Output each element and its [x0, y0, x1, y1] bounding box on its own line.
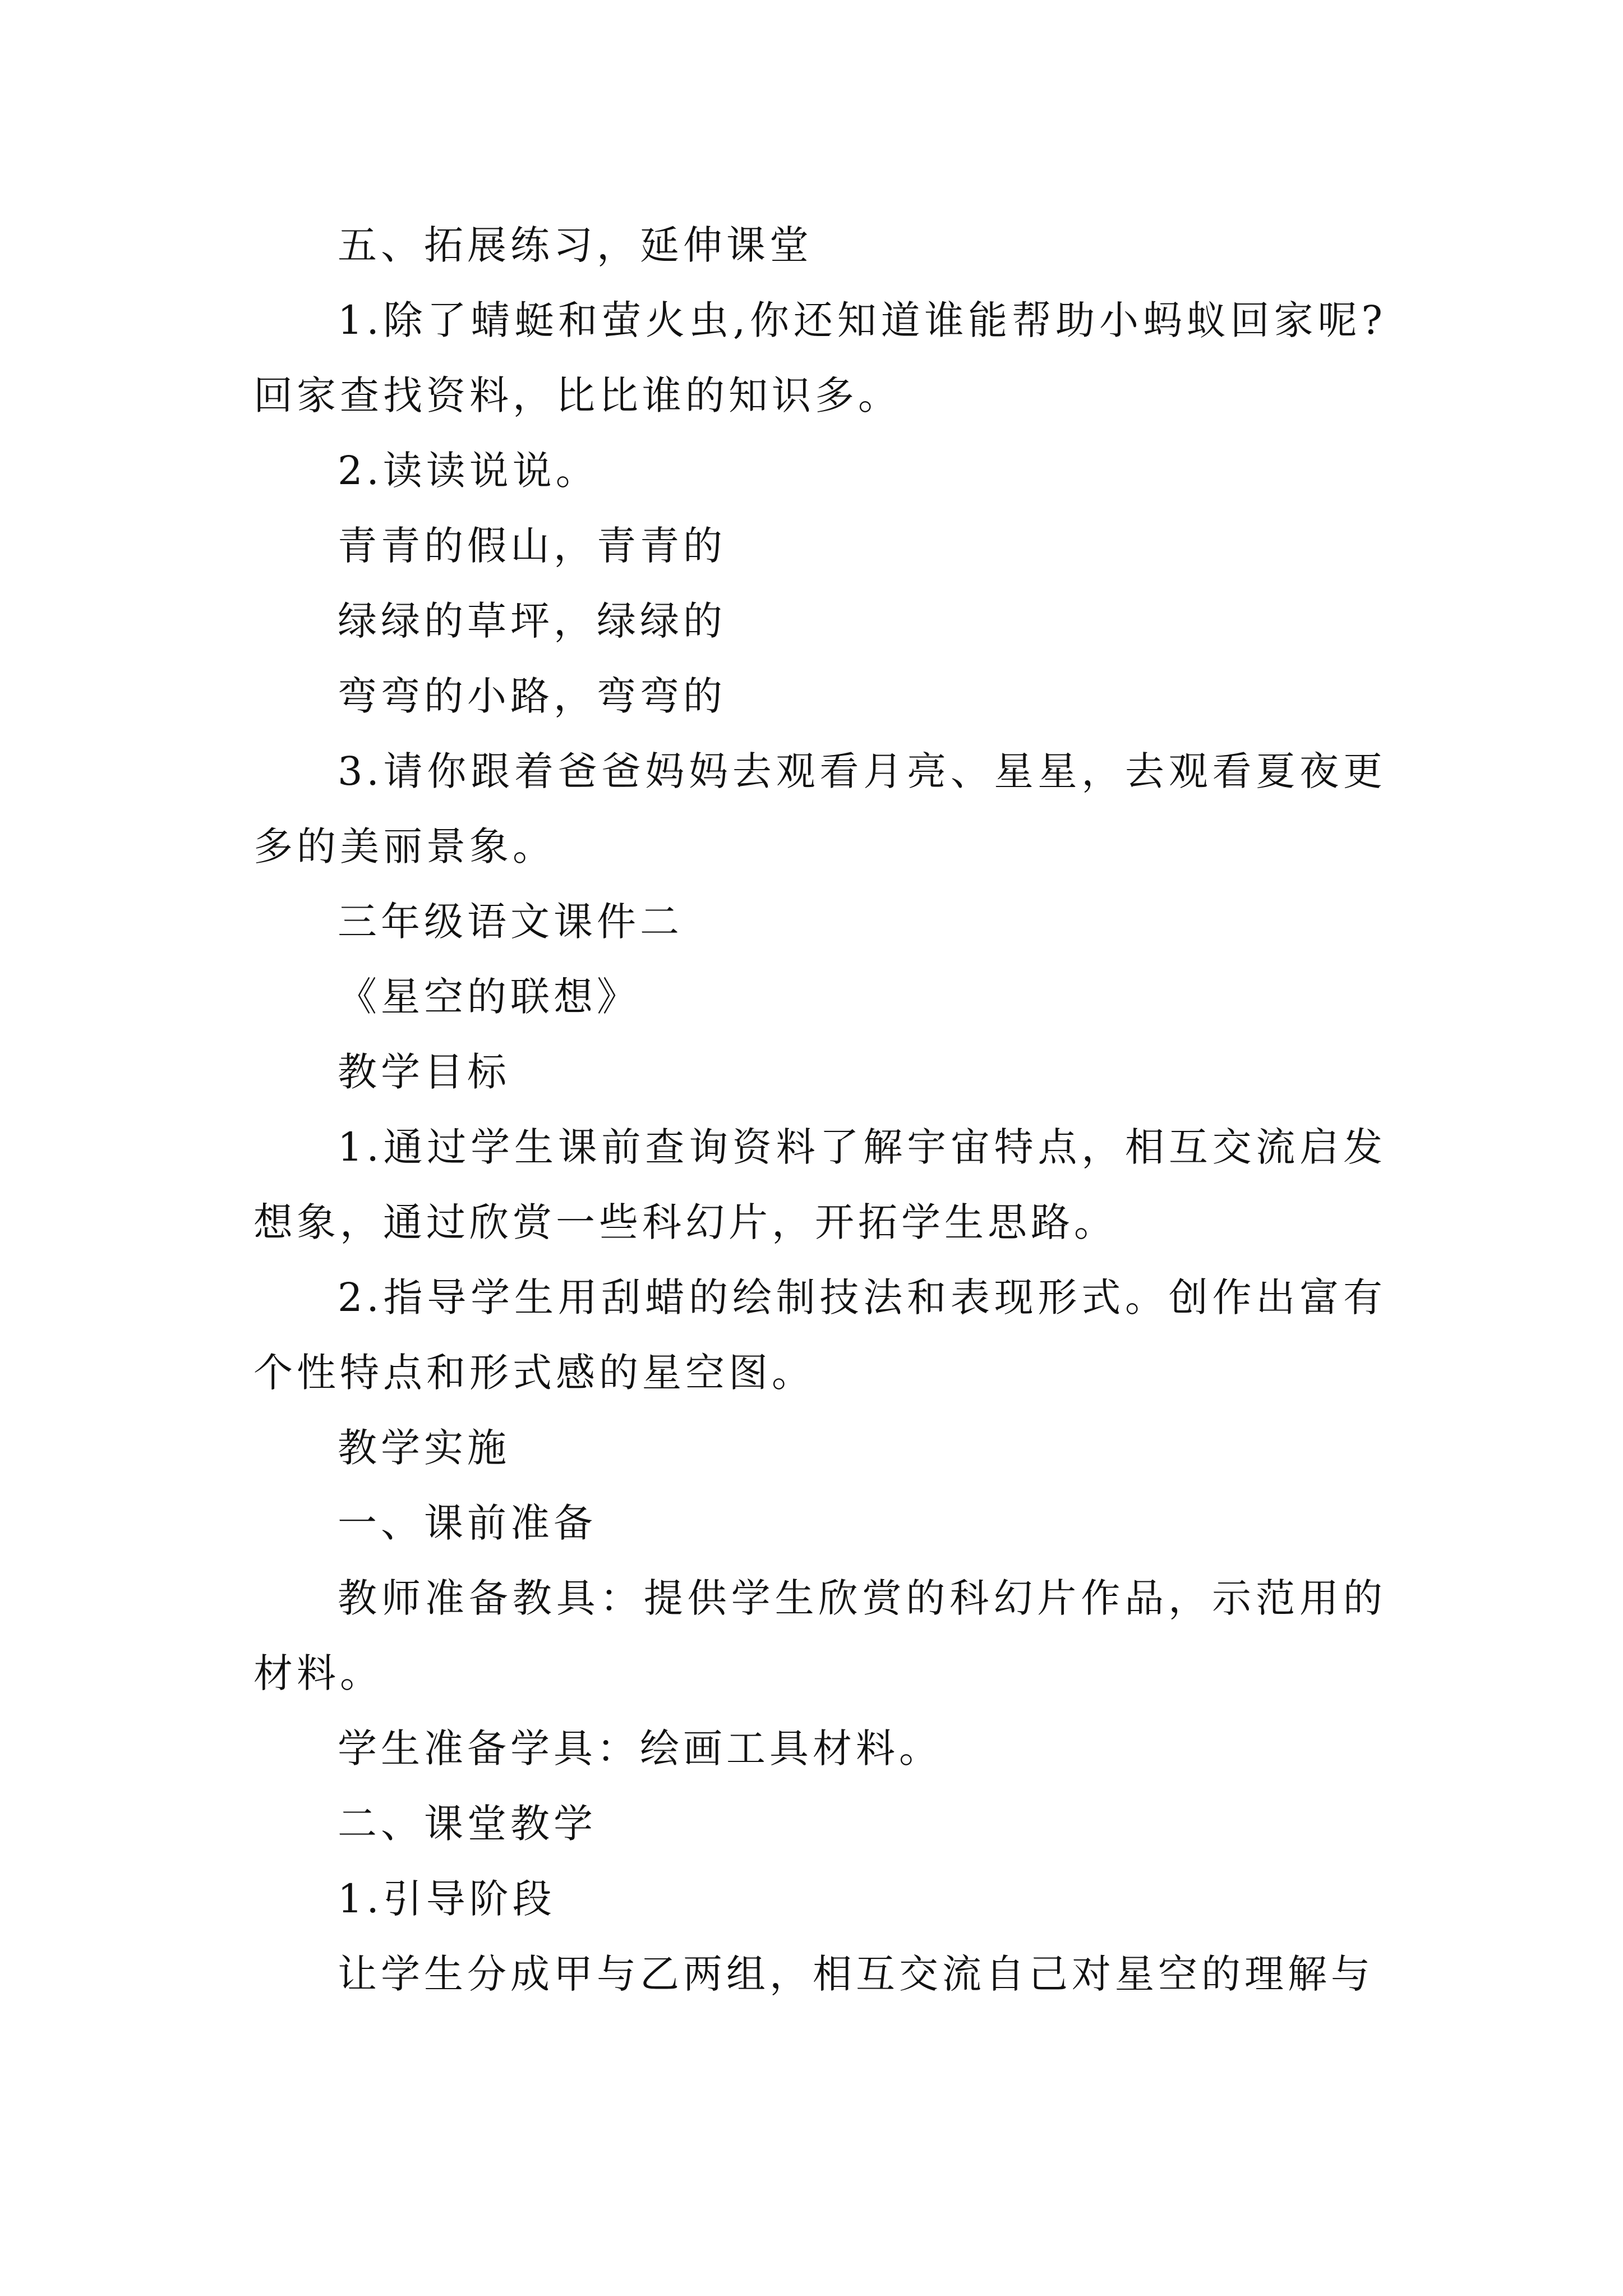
heading-teaching-goals: 教学目标	[338, 1049, 510, 1095]
paragraph-read-and-say: 2.读读说说。	[338, 448, 599, 494]
lesson-title: 《星空的联想》	[338, 974, 640, 1020]
paragraph-teacher-preparation: 教师准备教具：提供学生欣赏的科幻片作品，示范用的材料。	[253, 1575, 1386, 1696]
heading-classroom-teaching: 二、课堂教学	[338, 1801, 597, 1847]
document-body	[253, 208, 1386, 2012]
paragraph-group-discussion: 让学生分成甲与乙两组，相互交流自己对星空的理解与	[338, 1951, 1374, 1997]
paragraph-goal-2: 2.指导学生用刮蜡的绘制技法和表现形式。创作出富有个性特点和形式感的星空图。	[253, 1274, 1386, 1396]
paragraph-question-3: 3.请你跟着爸爸妈妈去观看月亮、星星，去观看夏夜更多的美丽景象。	[253, 748, 1386, 869]
heading-preparation: 一、课前准备	[338, 1500, 597, 1546]
section-heading-extension-practice: 五、拓展练习，延伸课堂	[338, 222, 813, 268]
phrase-line-lawn: 绿绿的草坪，绿绿的	[338, 598, 726, 644]
section-title-courseware-two: 三年级语文课件二	[338, 899, 683, 945]
paragraph-goal-1: 1.通过学生课前查询资料了解宇宙特点，相互交流启发想象，通过欣赏一些科幻片，开拓学生思路。	[253, 1124, 1386, 1245]
heading-teaching-implementation: 教学实施	[338, 1425, 510, 1471]
phrase-line-rockery: 青青的假山，青青的	[338, 523, 726, 569]
paragraph-question-1: 1.除了蜻蜓和萤火虫,你还知道谁能帮助小蚂蚁回家呢?回家查找资料，比比谁的知识多。	[253, 297, 1386, 418]
heading-guidance-stage: 1.引导阶段	[338, 1876, 556, 1922]
phrase-line-path: 弯弯的小路，弯弯的	[338, 673, 726, 719]
paragraph-student-preparation: 学生准备学具：绘画工具材料。	[338, 1726, 942, 1772]
